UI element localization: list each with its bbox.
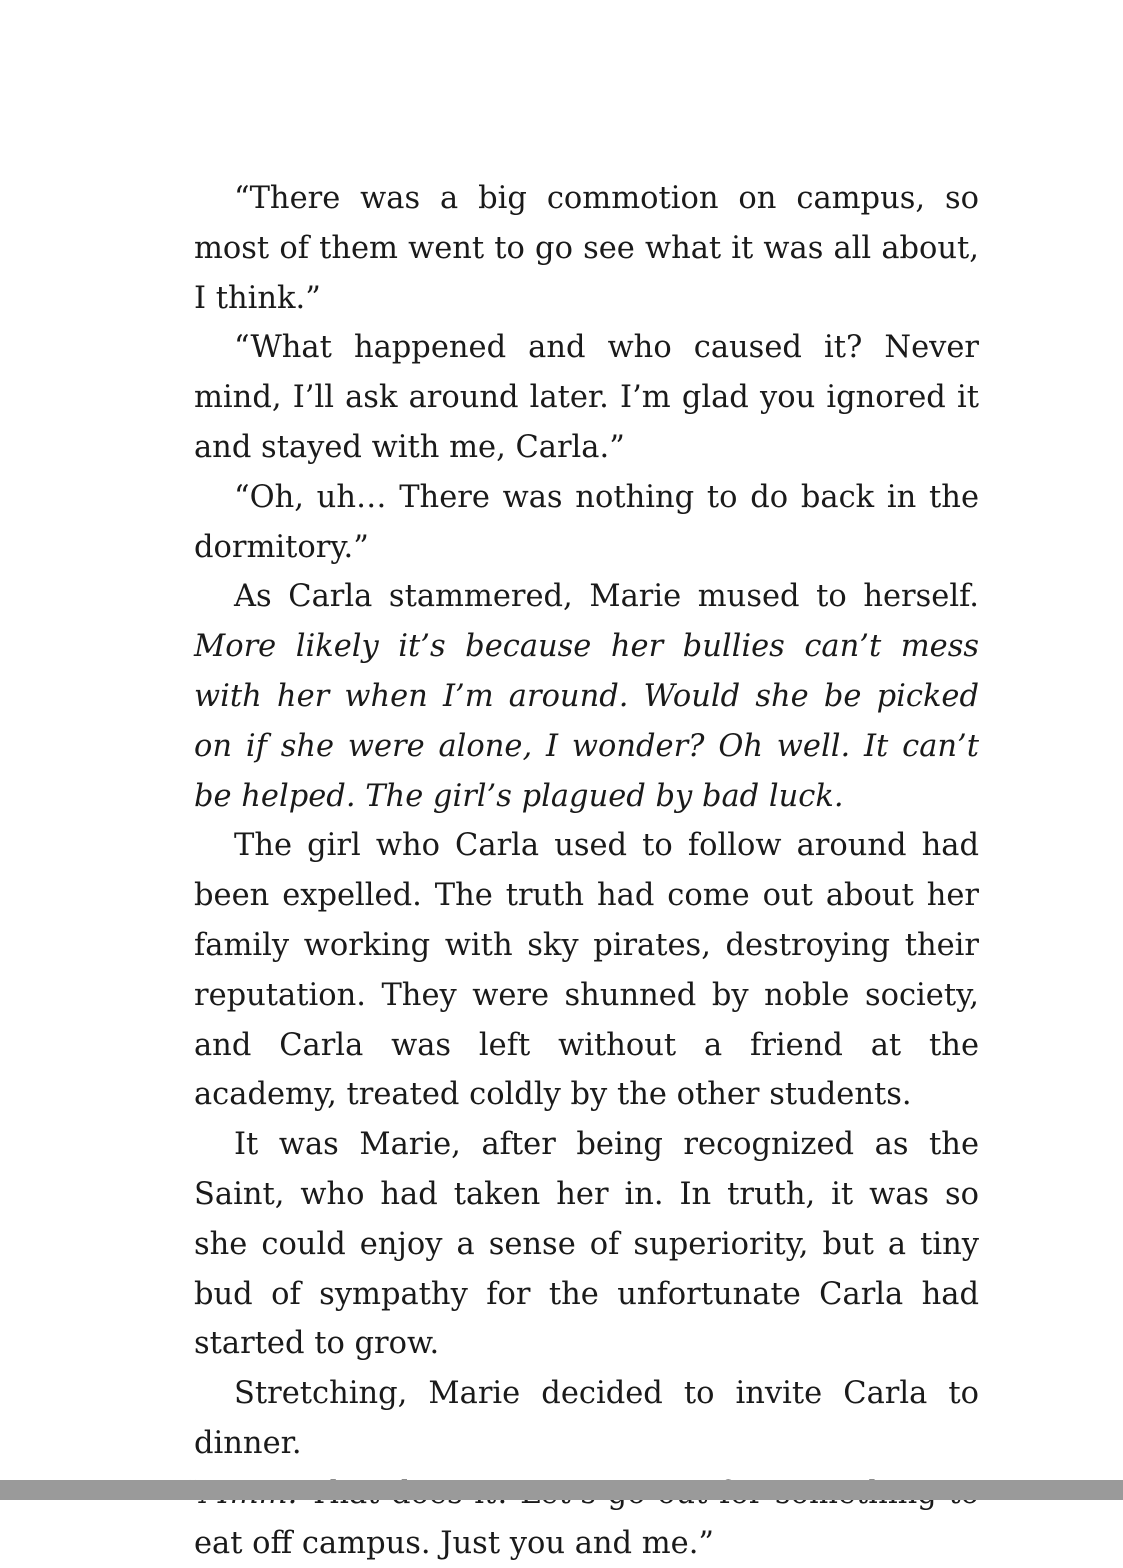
paragraph-4 — [194, 572, 979, 821]
paragraph-1 — [194, 174, 979, 323]
paragraph-7 — [194, 1369, 979, 1469]
paragraph-text: “Oh, uh… There was nothing to do back in the dormitory.” — [194, 479, 979, 565]
paragraph-text: “What happened and who caused it? Never mind, I’ll ask around later. I’m glad you ignored it and stayed with me, Carla.” — [194, 330, 979, 465]
paragraph-text: It was Marie, after being recognized as the Saint, who had taken her in. In truth, it was so she could enjoy a sense of superiority, but a tiny bud of sympathy for the unfortunate Carla had started to grow. — [194, 1127, 979, 1362]
inner-thought-text: More likely it’s because her bullies can’t mess with her when I’m around. Would she be picked on if she were alone, I wonder? Oh well. It can’t be helped. The girl’s plagued by bad luck. — [194, 629, 979, 814]
paragraph-3 — [194, 473, 979, 573]
paragraph-2 — [194, 323, 979, 472]
paragraph-text: Stretching, Marie decided to invite Carla to dinner. — [194, 1376, 979, 1461]
paragraph-text: “There was a big commotion on campus, so most of them went to go see what it was all about, I think.” — [194, 181, 979, 316]
bottom-scroll-bar — [0, 1480, 1123, 1500]
paragraph-6 — [194, 1120, 979, 1369]
paragraph-text: The girl who Carla used to follow around had been expelled. The truth had come out about her family working with sky pirates, destroying their reputation. They were shunned by noble society, and Carla was left without a friend at the academy, treated coldly by the other students. — [194, 828, 979, 1113]
body-text — [194, 174, 979, 1568]
paragraph-text: As Carla stammered, Marie mused to herself. — [234, 579, 979, 615]
paragraph-text: eat off campus. Just you and me.” — [194, 1525, 715, 1561]
paragraph-5 — [194, 821, 979, 1120]
